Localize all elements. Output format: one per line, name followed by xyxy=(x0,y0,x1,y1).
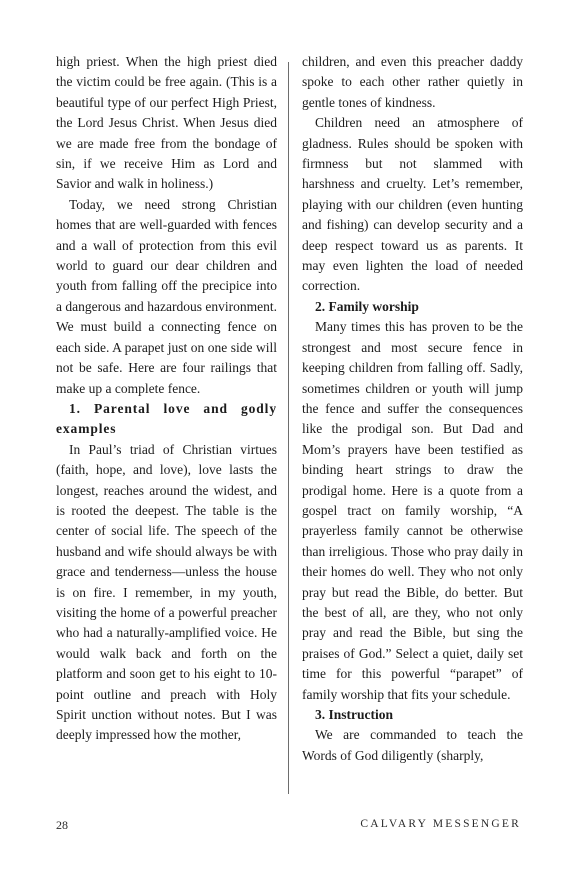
right-paragraph-1: children, and even this preacher daddy spoke to each other rather quietly in gentle tones of kindness. xyxy=(302,54,523,110)
right-paragraph-4: We are commanded to teach the Words of God diligently (sharply, xyxy=(302,727,523,763)
heading-parental-love: 1. Parental love and godly examples xyxy=(56,400,277,437)
left-paragraph-1: high priest. When the high priest died the victim could be free again. (This is a beautiful type of our perfect High Priest, the Lord Jesus Christ. When Jesus died we are made free from the bondage of sin, if we receive Him as Lord and Savior and walk in holiness.) xyxy=(56,54,277,192)
left-column xyxy=(56,52,277,746)
running-footer-title: CALVARY MESSENGER xyxy=(360,818,521,830)
right-column xyxy=(302,52,523,766)
right-paragraph-2: Children need an atmosphere of gladness. Rules should be spoken with firmness but not slammed with harshness and cruelty. Let’s remember, playing with our children (even hunting and fishing) can develop security and a deep respect toward us as parents. It may even lighten the load of needed correction. xyxy=(302,115,523,294)
left-paragraph-3: In Paul’s triad of Christian virtues (faith, hope, and love), love lasts the longest, reaches around the widest, and is rooted the deepest. The table is the center of social life. The speech of the husband and wife should always be with grace and tenderness—unless the house is on fire. I remember, in my youth, visiting the home of a powerful preacher who had a naturally-amplified voice. He would walk back and forth on the platform and soon get to his eight to 10-point outline and preach with Holy Spirit unction without notes. But I was deeply impressed how the mother, xyxy=(56,441,277,743)
right-paragraph-3: Many times this has proven to be the strongest and most secure fence in keeping children from falling off. Sadly, sometimes children or youth will jump the fence and suffer the consequences like the prodigal son. But Dad and Mom’s prayers have been testified as binding heart strings to draw the prodigal home. Here is a quote from a gospel tract on family worship, “A prayerless family cannot be otherwise than irreligious. Those who pray daily in their homes do well. They who not only pray but read the Bible, do better. But the best of all, are they, who not only pray and read the Bible, but sing the praises of God.” Select a quiet, daily set time for this powerful “parapet” of family worship that fits your schedule. xyxy=(302,319,523,702)
column-divider xyxy=(288,62,289,794)
page-number: 28 xyxy=(56,818,68,832)
heading-family-worship: 2. Family worship xyxy=(315,298,419,314)
heading-instruction: 3. Instruction xyxy=(315,707,394,722)
left-paragraph-2: Today, we need strong Christian homes that are well-guarded with fences and a wall of protection from this evil world to guard our dear children and youth from falling off the precipice into a dangerous and hazardous environment. We must build a connecting fence on each side. A parapet just on one side will not be safe. Here are four railings that make up a complete fence. xyxy=(56,196,277,396)
